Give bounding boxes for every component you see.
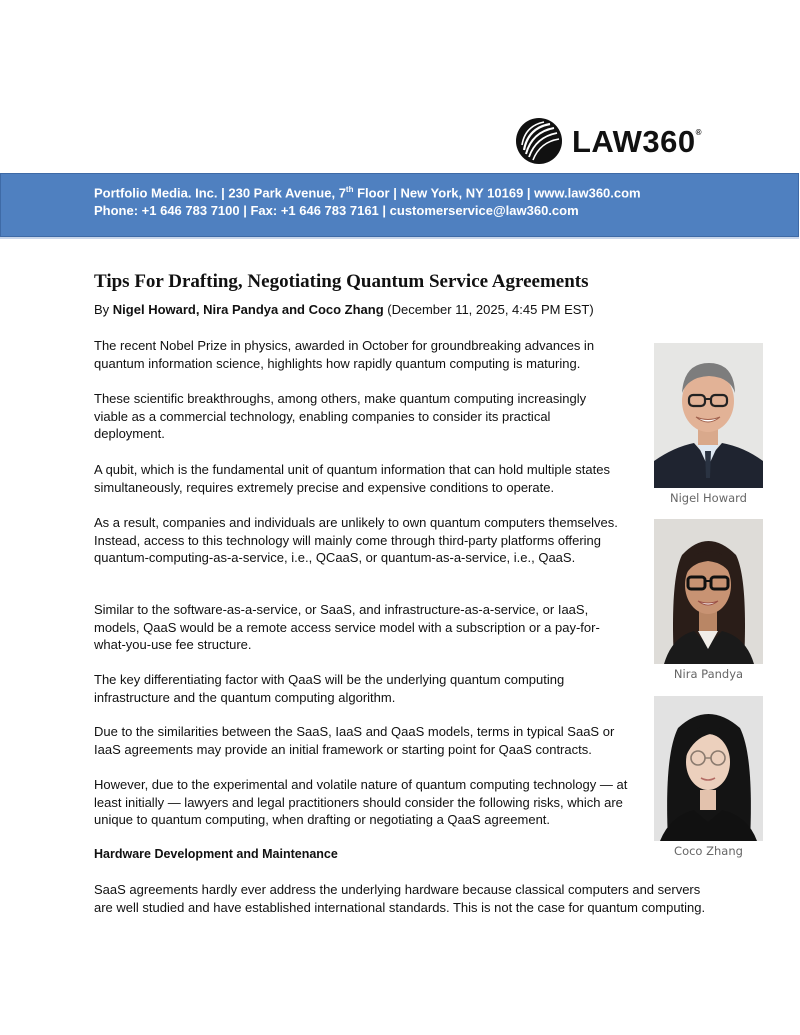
- article-paragraph: These scientific breakthroughs, among others, make quantum computing increasingly viable as a commercial technology, enabling companies to consider its practical deployment.: [94, 391, 587, 441]
- article-paragraph: However, due to the experimental and volatile nature of quantum computing technology — at least initially — lawyers and legal practitioners should consider the following risks, which are unique to quantum computing, when drafting or negotiating a QaaS agreement.: [94, 777, 628, 827]
- publisher-contact: Phone: +1 646 783 7100 | Fax: +1 646 783 7161 | customerservice@law360.com: [94, 203, 579, 218]
- section-heading: Hardware Development and Maintenance: [94, 847, 338, 861]
- article-paragraph: SaaS agreements hardly ever address the underlying hardware because classical computers and servers are well studied and have established international standards. This is not the case for quantum computing.: [94, 882, 706, 915]
- article-byline: By Nigel Howard, Nira Pandya and Coco Zhang (December 11, 2025, 4:45 PM EST): [94, 302, 594, 317]
- article-date: (December 11, 2025, 4:45 PM EST): [383, 302, 594, 317]
- article-paragraph: A qubit, which is the fundamental unit of quantum information that can hold multiple states simultaneously, requires extremely precise and expensive conditions to operate.: [94, 462, 610, 495]
- author-caption: Coco Zhang: [674, 844, 743, 858]
- article-paragraph: The key differentiating factor with QaaS will be the underlying quantum computing infrastructure and the quantum computing algorithm.: [94, 672, 565, 705]
- article-paragraph: The recent Nobel Prize in physics, awarded in October for groundbreaking advances in quantum information science, highlights how rapidly quantum computing is maturing.: [94, 338, 595, 371]
- law360-logo[interactable]: [514, 116, 702, 166]
- author-photo-nigel-howard: [654, 343, 763, 488]
- article-title: Tips For Drafting, Negotiating Quantum Service Agreements: [94, 271, 589, 292]
- publisher-address: Portfolio Media. Inc. | 230 Park Avenue, 7th Floor | New York, NY 10169 | www.law360.com: [94, 185, 641, 201]
- article-paragraph: Due to the similarities between the SaaS, IaaS and QaaS models, terms in typical SaaS or IaaS agreements may provide an initial framework or starting point for QaaS contracts.: [94, 724, 615, 757]
- logo-wordmark: LAW360®: [572, 124, 703, 159]
- publisher-banner: [0, 173, 799, 237]
- author-photo-nira-pandya: [654, 519, 763, 664]
- article-paragraph: Similar to the software-as-a-service, or SaaS, and infrastructure-as-a-service, or IaaS, models, QaaS would be a remote access service model with a subscription or a pay-for-what-you-use fee structure.: [94, 602, 600, 652]
- article-paragraph: As a result, companies and individuals are unlikely to own quantum computers themselves. Instead, access to this technology will mainly come through third-party platforms offering quantum-computing-as-a-service, i.e., QCaaS, or quantum-as-a-service, i.e., QaaS.: [94, 515, 618, 565]
- author-caption: Nigel Howard: [670, 491, 747, 505]
- author-caption: Nira Pandya: [673, 667, 744, 681]
- law360-emblem-icon: [514, 116, 564, 166]
- author-names: Nigel Howard, Nira Pandya and Coco Zhang: [112, 302, 384, 317]
- author-photo-coco-zhang: [654, 696, 763, 841]
